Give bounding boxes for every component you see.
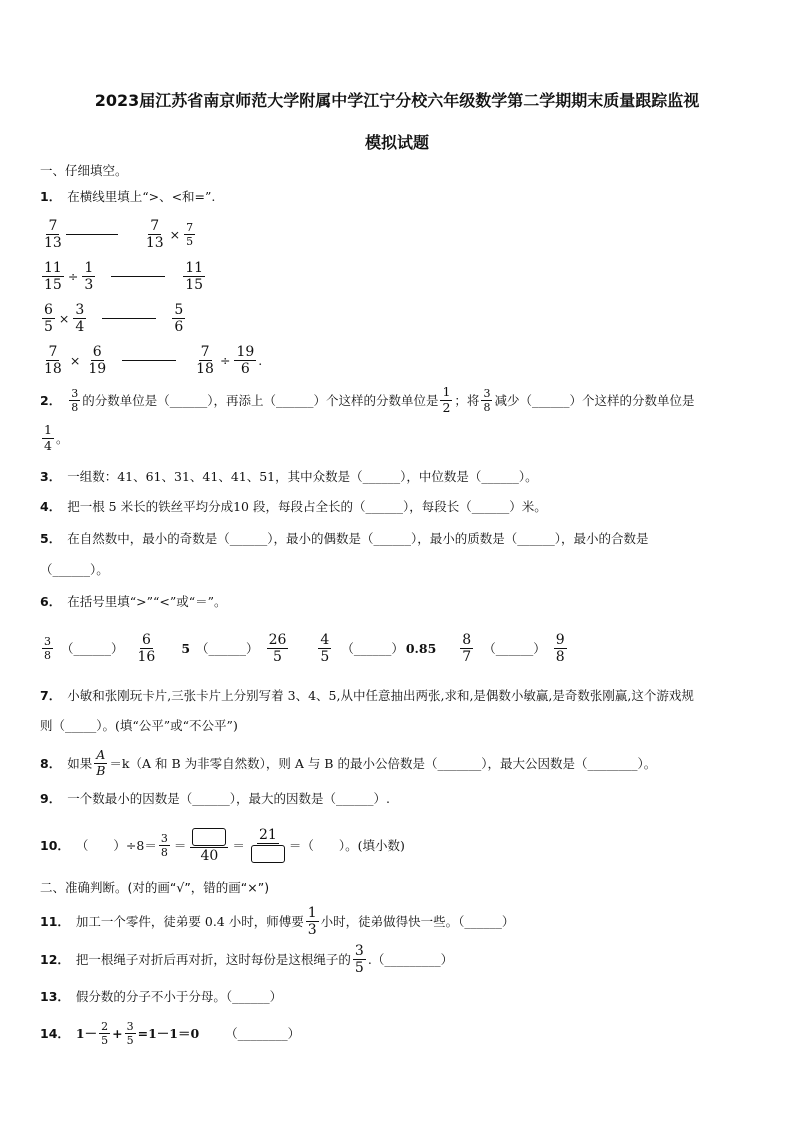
question-1	[40, 184, 215, 208]
fraction: $\frac{3}{5}$	[354, 942, 364, 976]
equals: ＝	[232, 838, 245, 853]
question-text: 在括号里填“>”“<”或“＝”。	[67, 594, 227, 609]
fraction: $\frac{7}{5}$	[186, 220, 194, 248]
period: .	[258, 352, 263, 368]
operator: ×	[58, 310, 70, 326]
fraction: $\frac{1}{3}$	[84, 259, 94, 293]
fraction: $\frac{A}{B}$	[96, 747, 106, 778]
answer-line[interactable]	[102, 317, 156, 319]
question-text: 把一根绳子对折后再对折，这时每份是这根绳子的	[75, 952, 351, 967]
fraction: $\frac{1}{2}$	[442, 384, 451, 415]
question-4	[40, 494, 547, 518]
fraction: $\frac{7}{18}$	[196, 343, 214, 377]
answer-blank[interactable]: （______）	[483, 641, 546, 656]
question-text: 的分数单位是（______），再添上（______）个这样的分数单位是	[82, 393, 439, 408]
question-text: ＝k（A 和 B 为非零自然数），则 A 与 B 的最小公倍数是（_______），最大公因数是（________）。	[109, 756, 657, 771]
question-number: 4．	[40, 499, 62, 514]
q1-row-3	[40, 298, 187, 338]
section-heading-judge: 二、准确判断。(对的画“√”，错的画“×”)	[40, 880, 270, 895]
question-13	[40, 984, 282, 1008]
question-number: 13．	[40, 989, 70, 1004]
question-text: ＝（ ）。(填小数)	[288, 838, 405, 853]
question-text: 减少（______）个这样的分数单位是	[494, 393, 695, 408]
fraction: 21	[249, 828, 287, 863]
number: 0.85	[405, 640, 437, 656]
q1-row-2	[40, 256, 207, 296]
question-text: 加工一个零件，徒弟要 0.4 小时，师傅要	[75, 914, 304, 929]
question-7	[40, 683, 694, 707]
question-3	[40, 464, 538, 488]
question-number: 14．	[40, 1026, 70, 1041]
question-text: 如果	[67, 756, 93, 771]
question-number: 8．	[40, 756, 62, 771]
fraction: $\frac{4}{5}$	[320, 631, 330, 665]
question-number: 2．	[40, 393, 62, 408]
question-number: 7．	[40, 688, 62, 703]
fraction: $\frac{7}{18}$	[44, 343, 62, 377]
question-2	[40, 384, 694, 416]
question-8	[40, 746, 656, 780]
page-title-line2: 模拟试题	[364, 133, 429, 152]
question-7-cont	[40, 713, 238, 737]
question-12	[40, 942, 453, 976]
answer-blank[interactable]: （________）	[225, 1026, 301, 1041]
question-2-cont	[40, 420, 68, 456]
fraction: $\frac{6}{16}$	[137, 631, 156, 665]
question-number: 3．	[40, 469, 62, 484]
section-heading-fill: 一、仔细填空。	[40, 163, 128, 178]
question-11	[40, 904, 514, 938]
fraction: $\frac{7}{13}$	[145, 217, 164, 251]
fraction: $\frac{3}{4}$	[75, 301, 85, 335]
answer-line[interactable]	[122, 359, 176, 361]
question-number: 11．	[40, 914, 70, 929]
question-text: 小时，徒弟做得快一些。（______）	[320, 914, 515, 929]
answer-blank[interactable]: （______）	[196, 641, 259, 656]
question-text: 在横线里填上“>、<和=”.	[67, 189, 216, 204]
fraction: $\frac{3}{5}$	[126, 1019, 134, 1047]
operator: ×	[169, 226, 181, 242]
fraction: $\frac{8}{7}$	[462, 631, 472, 665]
question-text: （______）。	[40, 562, 109, 577]
question-text: （ ）÷8＝	[75, 838, 157, 853]
fraction: $\frac{6}{5}$	[44, 301, 53, 335]
fraction: $\frac{3}{8}$	[71, 386, 79, 414]
question-text: 假分数的分子不小于分母。（______）	[75, 989, 283, 1004]
answer-line[interactable]	[66, 233, 118, 235]
fraction: $\frac{6}{19}$	[88, 343, 107, 377]
fraction: $\frac{1}{3}$	[307, 904, 317, 938]
fraction: $\frac{7}{13}$	[44, 217, 62, 251]
question-text: 小敏和张刚玩卡片,三张卡片上分别写着 3、4、5,从中任意抽出两张,求和,是偶数小敏赢,是奇数张刚赢,这个游戏规	[67, 688, 694, 703]
question-text: 把一根 5 米长的铁丝平均分成10 段，每段占全长的（______），每段长（______）米。	[67, 499, 547, 514]
expression: =1－1＝0	[137, 1026, 200, 1041]
operator: ×	[69, 352, 81, 368]
fraction: 40	[190, 828, 228, 863]
question-text: 一组数：41、61、31、41、41、51，其中众数是（______），中位数是（______）。	[67, 469, 538, 484]
q1-row-1	[40, 214, 197, 254]
question-number: 6．	[40, 594, 62, 609]
number: 5	[181, 640, 191, 656]
question-text: .（_________）	[367, 952, 454, 967]
fraction: $\frac{3}{8}$	[44, 634, 51, 662]
question-text: 在自然数中，最小的奇数是（______），最小的偶数是（______），最小的质数是（______），最小的合数是	[67, 531, 649, 546]
question-number: 9．	[40, 791, 62, 806]
question-number: 1．	[40, 189, 62, 204]
answer-blank[interactable]: （______）	[341, 641, 404, 656]
question-5	[40, 526, 648, 550]
answer-blank[interactable]: （______）	[61, 641, 124, 656]
fraction: $\frac{11}{15}$	[44, 259, 62, 293]
fraction: $\frac{9}{8}$	[555, 631, 565, 665]
q1-row-4	[40, 340, 262, 380]
fraction: $\frac{1}{4}$	[44, 422, 52, 453]
fraction: $\frac{3}{8}$	[483, 386, 491, 414]
fraction: $\frac{11}{15}$	[185, 259, 204, 293]
question-text: 一个数最小的因数是（______），最大的因数是（______）.	[67, 791, 390, 806]
question-10	[40, 822, 405, 868]
operator: ÷	[219, 352, 231, 368]
answer-line[interactable]	[111, 275, 165, 277]
expression: 1－	[75, 1026, 98, 1041]
question-14	[40, 1016, 300, 1050]
q6-compare-row	[40, 628, 569, 668]
equals: ＝	[173, 838, 187, 853]
expression: +	[112, 1025, 123, 1041]
question-5-cont	[40, 557, 109, 581]
denominator-blank[interactable]	[251, 845, 285, 863]
question-6	[40, 589, 227, 613]
question-number: 5．	[40, 531, 62, 546]
fraction: $\frac{5}{6}$	[174, 301, 184, 335]
fraction: $\frac{2}{5}$	[101, 1019, 109, 1047]
fraction: $\frac{3}{8}$	[160, 831, 168, 859]
question-number: 12．	[40, 952, 70, 967]
question-text: ；将	[454, 393, 480, 408]
question-text: 则（_____）。(填“公平”或“不公平”)	[40, 718, 238, 733]
operator: ÷	[67, 268, 79, 284]
question-text: 。	[55, 431, 69, 446]
fraction: $\frac{26}{5}$	[268, 631, 287, 665]
numerator-blank[interactable]	[192, 828, 226, 846]
question-9	[40, 786, 390, 810]
question-number: 10．	[40, 838, 70, 853]
fraction: $\frac{19}{6}$	[236, 343, 255, 377]
page-title-line1: 2023届江苏省南京师范大学附属中学江宁分校六年级数学第二学期期末质量跟踪监视	[94, 91, 700, 110]
